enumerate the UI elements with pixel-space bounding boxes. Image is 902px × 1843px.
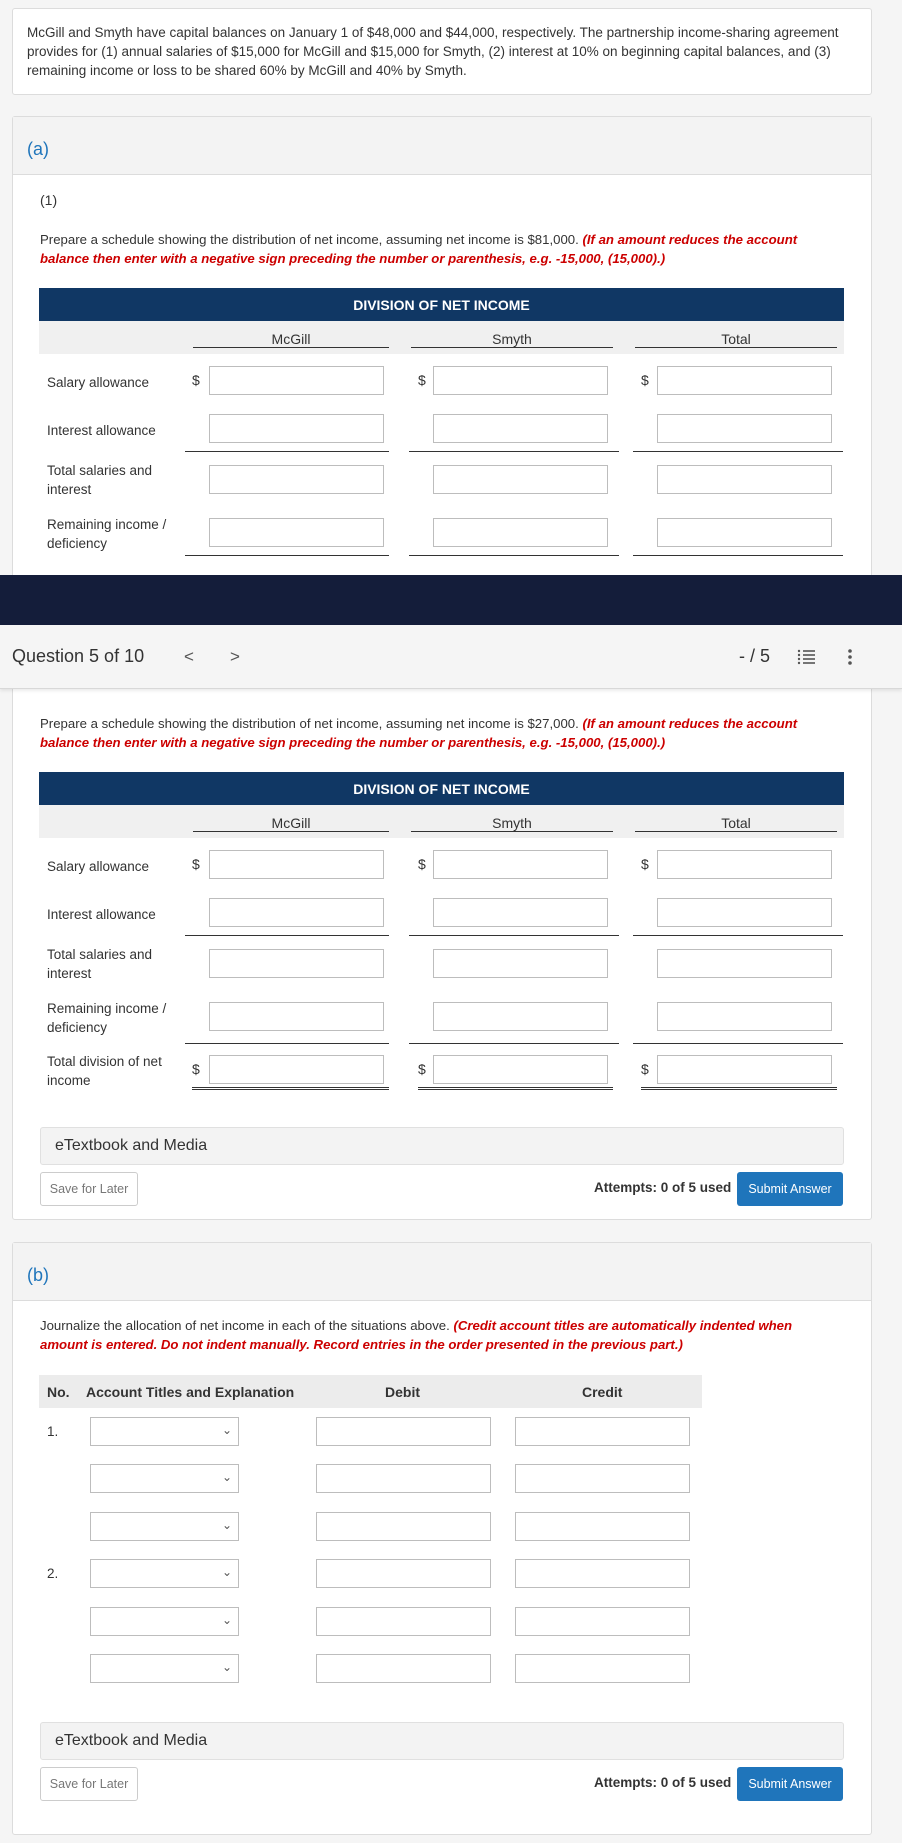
col-mcgill: McGill xyxy=(193,815,389,832)
credit-input[interactable] xyxy=(515,1512,690,1541)
col-total: Total xyxy=(635,331,837,348)
col-smyth: Smyth xyxy=(411,331,613,348)
t2-remaining-smyth-input[interactable] xyxy=(433,1002,608,1031)
t2-division-total-input[interactable] xyxy=(657,1055,832,1084)
t1-total-si-mcgill-input[interactable] xyxy=(209,465,384,494)
t2-row-label: Salary allowance xyxy=(47,859,150,874)
part-b-label: (b) xyxy=(27,1265,49,1285)
header-account: Account Titles and Explanation xyxy=(86,1384,295,1400)
debit-input[interactable] xyxy=(316,1654,491,1683)
table1-title: DIVISION OF NET INCOME xyxy=(39,288,844,321)
t2-row-label: Total salaries and interest xyxy=(47,947,153,981)
t1-salary-mcgill-input[interactable] xyxy=(209,366,384,395)
t1-interest-smyth-input[interactable] xyxy=(433,414,608,443)
debit-input[interactable] xyxy=(316,1512,491,1541)
chevron-down-icon: ⌄ xyxy=(221,1518,232,1532)
score-display: - / 5 xyxy=(739,646,771,666)
t1-row-label: Total salaries and interest xyxy=(47,463,153,497)
attempts-b: Attempts: 0 of 5 used xyxy=(594,1775,732,1790)
t1-salary-total-input[interactable] xyxy=(657,366,832,395)
credit-input[interactable] xyxy=(515,1464,690,1493)
t2-salary-total-input[interactable] xyxy=(657,850,832,879)
app-top-bar xyxy=(0,575,902,625)
t2-underline xyxy=(185,1043,389,1044)
t2-interest-mcgill-input[interactable] xyxy=(209,898,384,927)
t1-underline xyxy=(409,555,619,556)
t2-row-label: Total division of net income xyxy=(47,1054,162,1088)
t2-row-label: Remaining income / deficiency xyxy=(47,1001,167,1035)
t2-dollar: $ xyxy=(418,856,426,872)
account-select[interactable] xyxy=(90,1654,239,1683)
t1-underline xyxy=(409,451,619,452)
header-no: No. xyxy=(47,1384,70,1400)
t2-interest-total-input[interactable] xyxy=(657,898,832,927)
t1-total-si-smyth-input[interactable] xyxy=(433,465,608,494)
t2-double-underline xyxy=(418,1087,613,1090)
attempts-a: Attempts: 0 of 5 used xyxy=(594,1180,732,1195)
credit-input[interactable] xyxy=(515,1559,690,1588)
credit-input[interactable] xyxy=(515,1417,690,1446)
table1-col-header xyxy=(39,321,844,354)
t1-dollar: $ xyxy=(641,372,649,388)
t1-underline xyxy=(633,555,843,556)
prev-question-button[interactable]: < xyxy=(184,647,194,666)
debit-input[interactable] xyxy=(316,1417,491,1446)
account-select[interactable] xyxy=(90,1607,239,1636)
t1-row-label: Salary allowance xyxy=(47,375,150,390)
account-select[interactable] xyxy=(90,1559,239,1588)
t2-total-si-total-input[interactable] xyxy=(657,949,832,978)
submit-answer-button-b[interactable]: Submit Answer xyxy=(737,1767,843,1801)
question-counter: Question 5 of 10 xyxy=(12,646,145,666)
credit-input[interactable] xyxy=(515,1654,690,1683)
t1-salary-smyth-input[interactable] xyxy=(433,366,608,395)
t1-row-label: Remaining income / deficiency xyxy=(47,517,167,551)
t1-total-si-total-input[interactable] xyxy=(657,465,832,494)
col-total: Total xyxy=(635,815,837,832)
sub1-label: (1) xyxy=(40,192,58,208)
entry-number: 2. xyxy=(47,1566,59,1581)
part-b-question: Journalize the allocation of net income in each of the situations above. (Credit account titles are automatically indented when amount is entered. Do not indent manually. Record entries in the order presented in the previous part.) xyxy=(40,1318,793,1352)
sub2-question: Prepare a schedule showing the distribution of net income, assuming net income is $27,000. (If an amount reduces the account balance then enter with a negative sign preceding the number or parenthesis, e.g. -15,000, (15,000).) xyxy=(40,716,798,750)
save-for-later-button-b[interactable]: Save for Later xyxy=(40,1767,138,1801)
t2-underline xyxy=(633,1043,843,1044)
t2-division-smyth-input[interactable] xyxy=(433,1055,608,1084)
t2-underline xyxy=(409,1043,619,1044)
t2-underline xyxy=(185,935,389,936)
t2-double-underline xyxy=(192,1087,389,1090)
t1-remaining-smyth-input[interactable] xyxy=(433,518,608,547)
table2-col-header xyxy=(39,805,844,838)
chevron-down-icon: ⌄ xyxy=(221,1660,232,1674)
account-select[interactable] xyxy=(90,1464,239,1493)
col-smyth: Smyth xyxy=(411,815,613,832)
t2-division-mcgill-input[interactable] xyxy=(209,1055,384,1084)
t1-remaining-total-input[interactable] xyxy=(657,518,832,547)
t1-remaining-mcgill-input[interactable] xyxy=(209,518,384,547)
sub1-question: Prepare a schedule showing the distribution of net income, assuming net income is $81,000. (If an amount reduces the account balance then enter with a negative sign preceding the number or parenthesis, e.g. -15,000, (15,000).) xyxy=(40,232,798,266)
chevron-down-icon: ⌄ xyxy=(221,1423,232,1437)
list-icon[interactable] xyxy=(797,649,815,665)
t1-underline xyxy=(633,451,843,452)
account-select[interactable] xyxy=(90,1512,239,1541)
t2-remaining-mcgill-input[interactable] xyxy=(209,1002,384,1031)
t2-salary-mcgill-input[interactable] xyxy=(209,850,384,879)
t2-row-label: Interest allowance xyxy=(47,907,156,922)
t1-underline xyxy=(185,451,389,452)
etextbook-media-b[interactable]: eTextbook and Media xyxy=(40,1722,844,1760)
chevron-down-icon: ⌄ xyxy=(221,1565,232,1579)
t2-remaining-total-input[interactable] xyxy=(657,1002,832,1031)
t2-double-underline xyxy=(641,1087,837,1090)
t1-dollar: $ xyxy=(192,372,200,388)
t2-underline xyxy=(409,935,619,936)
t2-salary-smyth-input[interactable] xyxy=(433,850,608,879)
t2-dollar: $ xyxy=(641,1061,649,1077)
t1-underline xyxy=(185,555,389,556)
t2-total-si-smyth-input[interactable] xyxy=(433,949,608,978)
debit-input[interactable] xyxy=(316,1559,491,1588)
save-for-later-button-a[interactable]: Save for Later xyxy=(40,1172,138,1206)
t1-interest-total-input[interactable] xyxy=(657,414,832,443)
journal-header xyxy=(39,1375,702,1408)
debit-input[interactable] xyxy=(316,1607,491,1636)
problem-intro: McGill and Smyth have capital balances on January 1 of $48,000 and $44,000, respectively. The partnership income-sharing agreement provides for (1) annual salaries of $15,000 for McGill and $15,000 for Smyth, (2) interest at 10% on beginning capital balances, and (3) remaining income or loss to be shared 60% by McGill and 40% by Smyth. xyxy=(12,8,872,95)
t2-dollar: $ xyxy=(418,1061,426,1077)
submit-answer-button-a[interactable]: Submit Answer xyxy=(737,1172,843,1206)
t2-dollar: $ xyxy=(192,1061,200,1077)
table2-title: DIVISION OF NET INCOME xyxy=(39,772,844,805)
more-options-icon[interactable] xyxy=(848,648,852,666)
debit-input[interactable] xyxy=(316,1464,491,1493)
t1-interest-mcgill-input[interactable] xyxy=(209,414,384,443)
account-select[interactable] xyxy=(90,1417,239,1446)
t2-underline xyxy=(633,935,843,936)
etextbook-media-a[interactable]: eTextbook and Media xyxy=(40,1127,844,1165)
part-a-label: (a) xyxy=(27,139,49,159)
next-question-button[interactable]: > xyxy=(230,647,240,666)
part-b-header xyxy=(13,1243,871,1301)
t2-interest-smyth-input[interactable] xyxy=(433,898,608,927)
question-nav-bar xyxy=(0,625,902,689)
t2-dollar: $ xyxy=(192,856,200,872)
t1-row-label: Interest allowance xyxy=(47,423,156,438)
entry-number: 1. xyxy=(47,1424,59,1439)
credit-input[interactable] xyxy=(515,1607,690,1636)
chevron-down-icon: ⌄ xyxy=(221,1470,232,1484)
header-credit: Credit xyxy=(582,1384,623,1400)
t2-total-si-mcgill-input[interactable] xyxy=(209,949,384,978)
t2-dollar: $ xyxy=(641,856,649,872)
t1-dollar: $ xyxy=(418,372,426,388)
col-mcgill: McGill xyxy=(193,331,389,348)
header-debit: Debit xyxy=(385,1384,420,1400)
part-a-header xyxy=(13,117,871,175)
chevron-down-icon: ⌄ xyxy=(221,1613,232,1627)
